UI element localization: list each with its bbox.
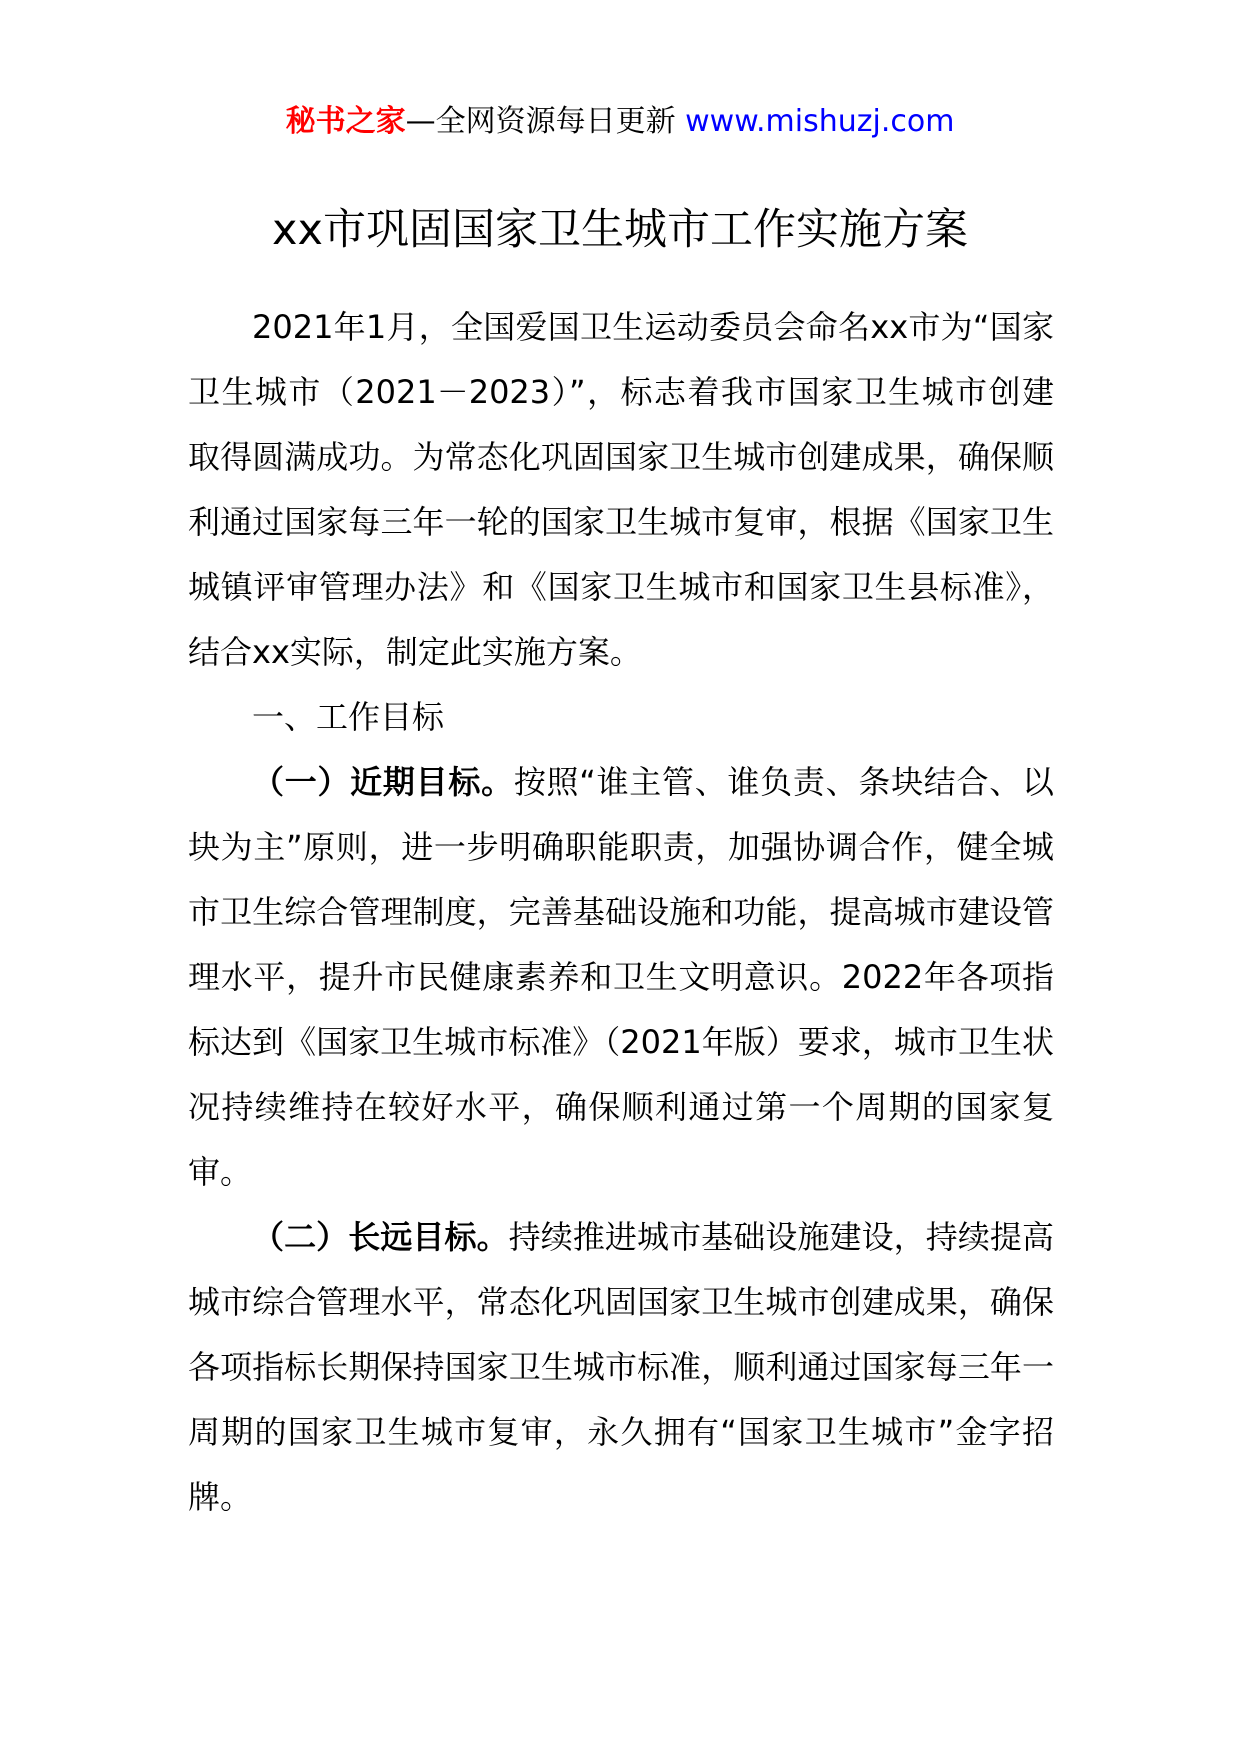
document-body [188, 295, 1054, 1530]
goal-long-term-paragraph [188, 1205, 1054, 1530]
section-heading-work-goals: 一、工作目标 [252, 698, 445, 736]
site-tagline: —全网资源每日更新 [405, 104, 676, 139]
site-brand: 秘书之家 [285, 104, 406, 139]
goal-near-term-paragraph [188, 750, 1054, 1205]
goal-near-term-text: 按照“谁主管、谁负责、条块结合、以块为主”原则，进一步明确职能职责，加强协调合作，健全城市卫生综合管理制度，完善基础设施和功能，提高城市建设管理水平，提升市民健康素养和卫生文明意识。2022年各项指标达到《国家卫生城市标准》（2021年版）要求，城市卫生状况持续维持在较好水平，确保顺利通过第一个周期的国家复审。 [188, 763, 1054, 1191]
site-header [0, 100, 1240, 144]
goal-long-term-text: 持续推进城市基础设施建设，持续提高城市综合管理水平，常态化巩固国家卫生城市创建成果，确保各项指标长期保持国家卫生城市标准，顺利通过国家每三年一周期的国家卫生城市复审，永久拥有“国家卫生城市”金字招牌。 [188, 1218, 1054, 1516]
intro-paragraph: 2021年1月，全国爱国卫生运动委员会命名xx市为“国家卫生城市（2021－2023）”，标志着我市国家卫生城市创建取得圆满成功。为常态化巩固国家卫生城市创建成果，确保顺利通过国家每三年一轮的国家卫生城市复审，根据《国家卫生城镇评审管理办法》和《国家卫生城市和国家卫生县标准》，结合xx实际，制定此实施方案。 [188, 308, 1054, 671]
goal-near-term-heading: （一）近期目标。 [252, 763, 514, 801]
goal-long-term-heading: （二）长远目标。 [252, 1218, 509, 1256]
document-title: xx市巩固国家卫生城市工作实施方案 [272, 205, 968, 255]
site-url-link[interactable]: www.mishuzj.com [685, 104, 955, 139]
